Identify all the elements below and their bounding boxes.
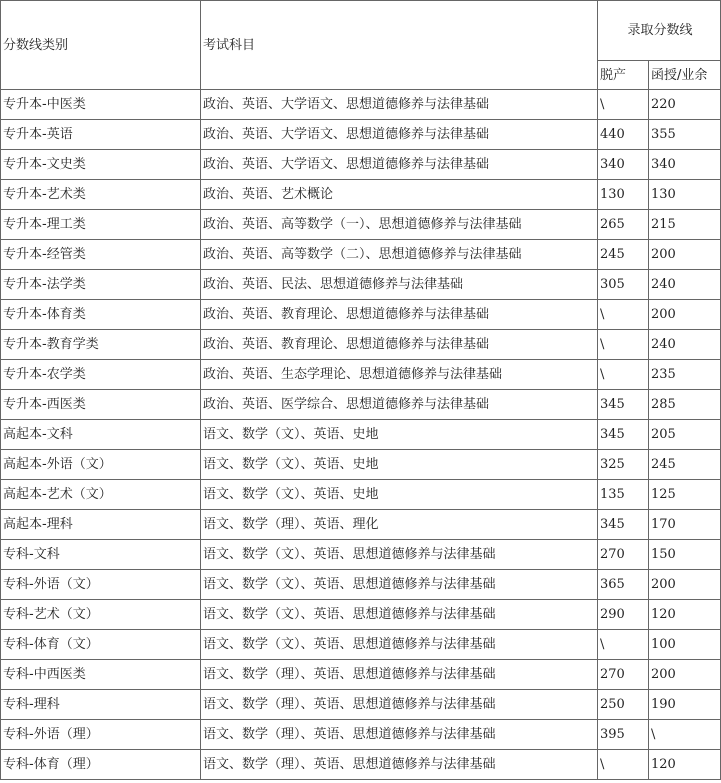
category-cell: 专科-理科	[1, 690, 201, 720]
table-row	[1, 720, 721, 750]
header-row-top	[1, 1, 721, 61]
fulltime-cell: 135	[598, 480, 649, 510]
parttime-cell: 355	[649, 120, 721, 150]
table-row	[1, 750, 721, 780]
fulltime-cell: 130	[598, 180, 649, 210]
subjects-cell: 语文、数学（理）、英语、思想道德修养与法律基础	[201, 660, 598, 690]
table-row	[1, 630, 721, 660]
parttime-cell: 120	[649, 600, 721, 630]
category-cell: 专科-外语（理）	[1, 720, 201, 750]
category-cell: 专升本-农学类	[1, 360, 201, 390]
table-row	[1, 240, 721, 270]
header-fulltime: 脱产	[598, 61, 649, 90]
fulltime-cell: 440	[598, 120, 649, 150]
category-cell: 专科-体育（理）	[1, 750, 201, 780]
category-cell: 专升本-文史类	[1, 150, 201, 180]
table-row	[1, 90, 721, 120]
fulltime-cell: \	[598, 630, 649, 660]
subjects-cell: 语文、数学（文）、英语、史地	[201, 420, 598, 450]
fulltime-cell: 365	[598, 570, 649, 600]
fulltime-cell: \	[598, 90, 649, 120]
fulltime-cell: 290	[598, 600, 649, 630]
table-row	[1, 120, 721, 150]
subjects-cell: 语文、数学（理）、英语、思想道德修养与法律基础	[201, 720, 598, 750]
parttime-cell: 200	[649, 240, 721, 270]
subjects-cell: 政治、英语、生态学理论、思想道德修养与法律基础	[201, 360, 598, 390]
subjects-cell: 政治、英语、医学综合、思想道德修养与法律基础	[201, 390, 598, 420]
parttime-cell: 100	[649, 630, 721, 660]
parttime-cell: \	[649, 720, 721, 750]
fulltime-cell: 270	[598, 540, 649, 570]
header-parttime: 函授/业余	[649, 61, 721, 90]
table-row	[1, 660, 721, 690]
parttime-cell: 150	[649, 540, 721, 570]
parttime-cell: 340	[649, 150, 721, 180]
subjects-cell: 政治、英语、民法、思想道德修养与法律基础	[201, 270, 598, 300]
category-cell: 专科-文科	[1, 540, 201, 570]
fulltime-cell: \	[598, 360, 649, 390]
header-category: 分数线类别	[1, 1, 201, 90]
subjects-cell: 政治、英语、大学语文、思想道德修养与法律基础	[201, 150, 598, 180]
category-cell: 专升本-西医类	[1, 390, 201, 420]
category-cell: 专科-体育（文）	[1, 630, 201, 660]
fulltime-cell: \	[598, 750, 649, 780]
parttime-cell: 190	[649, 690, 721, 720]
header-score-group: 录取分数线	[598, 1, 721, 61]
table-row	[1, 690, 721, 720]
table-row	[1, 390, 721, 420]
table-row	[1, 330, 721, 360]
fulltime-cell: \	[598, 300, 649, 330]
fulltime-cell: 270	[598, 660, 649, 690]
subjects-cell: 政治、英语、大学语文、思想道德修养与法律基础	[201, 90, 598, 120]
parttime-cell: 215	[649, 210, 721, 240]
parttime-cell: 200	[649, 570, 721, 600]
table-row	[1, 360, 721, 390]
fulltime-cell: \	[598, 330, 649, 360]
fulltime-cell: 345	[598, 420, 649, 450]
fulltime-cell: 345	[598, 510, 649, 540]
subjects-cell: 政治、英语、教育理论、思想道德修养与法律基础	[201, 300, 598, 330]
subjects-cell: 政治、英语、教育理论、思想道德修养与法律基础	[201, 330, 598, 360]
table-row	[1, 420, 721, 450]
fulltime-cell: 325	[598, 450, 649, 480]
category-cell: 专升本-理工类	[1, 210, 201, 240]
parttime-cell: 125	[649, 480, 721, 510]
category-cell: 专科-艺术（文）	[1, 600, 201, 630]
table-row	[1, 180, 721, 210]
parttime-cell: 120	[649, 750, 721, 780]
category-cell: 专升本-中医类	[1, 90, 201, 120]
category-cell: 专升本-艺术类	[1, 180, 201, 210]
category-cell: 专升本-法学类	[1, 270, 201, 300]
subjects-cell: 语文、数学（文）、英语、思想道德修养与法律基础	[201, 570, 598, 600]
parttime-cell: 240	[649, 270, 721, 300]
table-row	[1, 570, 721, 600]
fulltime-cell: 395	[598, 720, 649, 750]
parttime-cell: 200	[649, 300, 721, 330]
table-row	[1, 540, 721, 570]
subjects-cell: 政治、英语、高等数学（一）、思想道德修养与法律基础	[201, 210, 598, 240]
category-cell: 专升本-英语	[1, 120, 201, 150]
subjects-cell: 语文、数学（文）、英语、思想道德修养与法律基础	[201, 630, 598, 660]
category-cell: 专科-外语（文）	[1, 570, 201, 600]
parttime-cell: 245	[649, 450, 721, 480]
subjects-cell: 语文、数学（理）、英语、思想道德修养与法律基础	[201, 690, 598, 720]
subjects-cell: 语文、数学（理）、英语、思想道德修养与法律基础	[201, 750, 598, 780]
category-cell: 高起本-外语（文）	[1, 450, 201, 480]
category-cell: 专升本-经管类	[1, 240, 201, 270]
category-cell: 高起本-文科	[1, 420, 201, 450]
parttime-cell: 240	[649, 330, 721, 360]
table-row	[1, 210, 721, 240]
fulltime-cell: 345	[598, 390, 649, 420]
parttime-cell: 130	[649, 180, 721, 210]
parttime-cell: 235	[649, 360, 721, 390]
table-row	[1, 450, 721, 480]
parttime-cell: 220	[649, 90, 721, 120]
table-row	[1, 150, 721, 180]
category-cell: 专升本-教育学类	[1, 330, 201, 360]
parttime-cell: 205	[649, 420, 721, 450]
category-cell: 专升本-体育类	[1, 300, 201, 330]
category-cell: 高起本-艺术（文）	[1, 480, 201, 510]
subjects-cell: 语文、数学（文）、英语、思想道德修养与法律基础	[201, 540, 598, 570]
subjects-cell: 政治、英语、高等数学（二）、思想道德修养与法律基础	[201, 240, 598, 270]
table-row	[1, 480, 721, 510]
table-row	[1, 510, 721, 540]
table-row	[1, 600, 721, 630]
table-row	[1, 270, 721, 300]
fulltime-cell: 305	[598, 270, 649, 300]
subjects-cell: 语文、数学（文）、英语、思想道德修养与法律基础	[201, 600, 598, 630]
fulltime-cell: 265	[598, 210, 649, 240]
parttime-cell: 285	[649, 390, 721, 420]
subjects-cell: 语文、数学（文）、英语、史地	[201, 450, 598, 480]
subjects-cell: 政治、英语、大学语文、思想道德修养与法律基础	[201, 120, 598, 150]
fulltime-cell: 250	[598, 690, 649, 720]
parttime-cell: 200	[649, 660, 721, 690]
fulltime-cell: 340	[598, 150, 649, 180]
subjects-cell: 政治、英语、艺术概论	[201, 180, 598, 210]
category-cell: 专科-中西医类	[1, 660, 201, 690]
table-row	[1, 300, 721, 330]
fulltime-cell: 245	[598, 240, 649, 270]
subjects-cell: 语文、数学（文）、英语、史地	[201, 480, 598, 510]
header-subjects: 考试科目	[201, 1, 598, 90]
parttime-cell: 170	[649, 510, 721, 540]
category-cell: 高起本-理科	[1, 510, 201, 540]
subjects-cell: 语文、数学（理）、英语、理化	[201, 510, 598, 540]
